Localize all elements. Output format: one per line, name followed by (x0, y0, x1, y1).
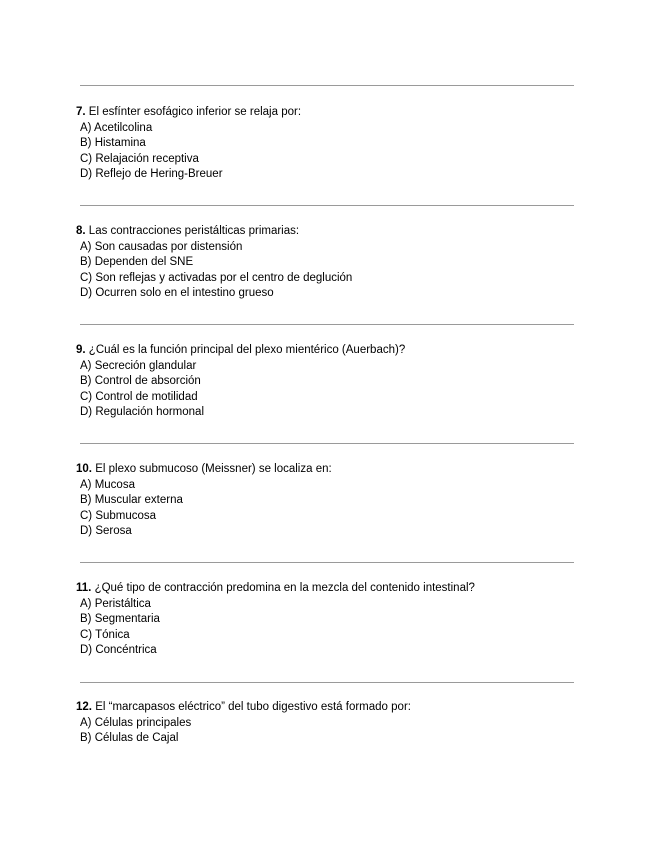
question-number: 10. (76, 463, 92, 475)
option-c: C) Control de motilidad (80, 390, 198, 403)
option-a: A) Secreción glandular (80, 359, 197, 372)
question-number: 9. (76, 344, 86, 356)
options-list (76, 716, 576, 747)
question-10 (76, 462, 576, 540)
option-d: D) Serosa (80, 525, 132, 537)
options-list (76, 359, 576, 421)
question-12 (76, 700, 576, 747)
question-text (76, 581, 576, 597)
option-a: A) Acetilcolina (80, 121, 153, 134)
options-list (76, 478, 576, 540)
divider (80, 562, 574, 563)
option-a: A) Células principales (80, 716, 192, 729)
question-text (76, 105, 576, 121)
options-list (76, 240, 576, 302)
divider (80, 324, 574, 325)
question-number: 7. (76, 106, 86, 118)
option-d: D) Reflejo de Hering-Breuer (80, 168, 223, 180)
question-prompt: El plexo submucoso (Meissner) se localiza en: (95, 463, 332, 475)
question-11 (76, 581, 576, 659)
option-b: B) Histamina (80, 137, 146, 149)
option-a: A) Mucosa (80, 478, 135, 491)
question-text (76, 462, 576, 478)
question-text (76, 343, 576, 359)
question-prompt: El esfínter esofágico inferior se relaja por: (88, 106, 302, 118)
option-b: B) Dependen del SNE (80, 256, 194, 268)
option-b: B) Segmentaria (80, 613, 160, 625)
option-c: C) Son reflejas y activadas por el centro de deglución (80, 271, 353, 284)
option-c: C) Tónica (80, 628, 130, 641)
divider (80, 443, 574, 444)
option-a: A) Peristáltica (80, 597, 151, 610)
options-list (76, 597, 576, 659)
question-number: 8. (76, 225, 86, 237)
question-9 (76, 343, 576, 421)
question-number: 11. (76, 582, 92, 594)
option-c: C) Relajación receptiva (80, 152, 199, 165)
question-8 (76, 224, 576, 302)
option-d: D) Concéntrica (80, 644, 157, 656)
question-number: 12. (76, 701, 92, 713)
option-d: D) Regulación hormonal (80, 406, 205, 418)
question-prompt: Las contracciones peristálticas primarias: (88, 225, 300, 237)
option-a: A) Son causadas por distensión (80, 240, 243, 253)
question-prompt: ¿Qué tipo de contracción predomina en la mezcla del contenido intestinal? (94, 582, 475, 594)
option-b: B) Células de Cajal (80, 732, 179, 744)
option-d: D) Ocurren solo en el intestino grueso (80, 287, 274, 299)
option-b: B) Muscular externa (80, 494, 183, 506)
question-text (76, 700, 576, 716)
question-prompt: El “marcapasos eléctrico” del tubo digestivo está formado por: (95, 701, 411, 713)
option-c: C) Submucosa (80, 509, 157, 522)
divider (80, 205, 574, 206)
options-list (76, 121, 576, 183)
divider (80, 85, 574, 86)
question-prompt: ¿Cuál es la función principal del plexo mientérico (Auerbach)? (88, 344, 406, 356)
divider (80, 682, 574, 683)
question-text (76, 224, 576, 240)
question-7 (76, 105, 576, 183)
option-b: B) Control de absorción (80, 375, 201, 387)
